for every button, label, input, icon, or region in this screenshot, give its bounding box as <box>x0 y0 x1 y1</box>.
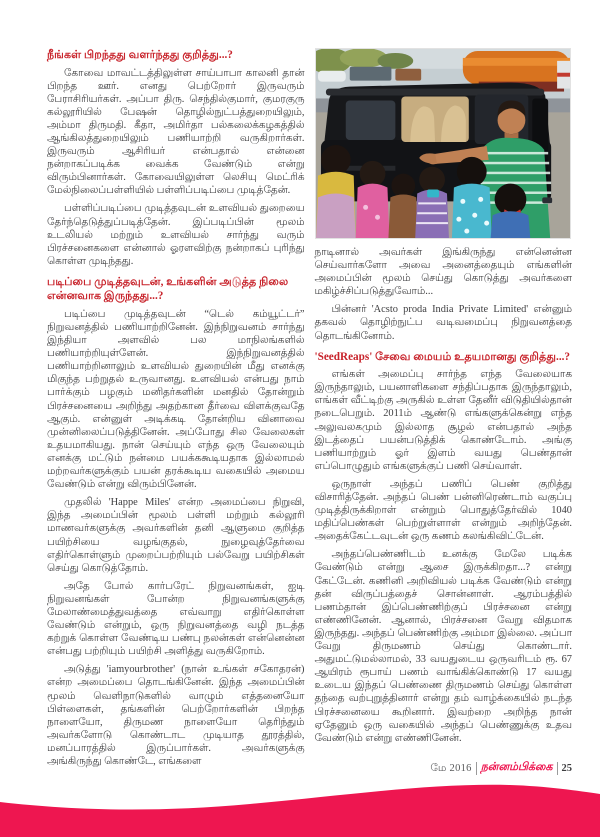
bottom-wave-band <box>0 775 600 837</box>
paragraph: கோவை மாவட்டத்திலுள்ள சாய்பாபா காலனி தான் பிறந்த ஊர். எனது பெற்றோர் இருவரும் பேராசிரியர்கள். அப்பா திரு. செந்தில்குமார், குமரகுரு கல்லூரியில் பேஷன் தொழில்நுட்பத்துறையிலும், அம்மா திருமதி. கீதா, அமிர்தா பல்கலைக்கழகத்தில் ஆங்கிலத்துறையிலும் பணியாற்றி வருகிறார்கள். இருவரும் ஆசிரியர் என்பதால் என்னை நன்றாகப்படிக்க வைக்க வேண்டும் என்று விரும்பினார்கள். கோவையிலுள்ள லெசியு மெட்ரிக் மேல்நிலைப்பள்ளியில் பள்ளிப்படிப்பை முடித்தேன். <box>47 67 305 197</box>
paragraph: முதலில் 'Happe Miles' என்ற அமைப்பை நிறுவி, இந்த அமைப்பின் மூலம் பள்ளி மற்றும் கல்லூரி மாணவர்களுக்கு அவர்களின் தனி ஆளுமை குறித்த பயிற்சியை வழங்குதல், நுழைவுத்தேர்வை எதிர்கொள்ளும் முறைப்பற்றியும் பல்வேறு பயிற்சிகள் செய்து கொடுத்தோம். <box>47 497 305 574</box>
paragraph: ஒருநாள் அந்தப் பணிப் பெண் குறித்து விசாரித்தேன். அந்தப் பெண் பன்னிரெண்டாம் வகுப்பு முடித்திருக்கிறாள் என்றும் பொதுத்தேர்வில் 1040 மதிப்பெண்கள் பெற்றுள்ளாள் என்றும் அறிந்தேன். அதைக்கேட்டவுடன் ஒரு கணம் கலங்கிவிட்டேன். <box>314 478 572 543</box>
question-heading-3: 'SeedReaps' சேவை மையம் உதயமானது குறித்து...? <box>314 350 571 363</box>
footer-divider <box>557 762 558 775</box>
issue-date: மே 2016 <box>430 762 472 774</box>
magazine-name: நன்னம்பிக்கை <box>480 761 553 773</box>
page-number: 25 <box>561 762 572 774</box>
paragraph: நாடினால் அவர்கள் இங்கிருந்து என்னென்ன செய்வார்களோ அவை அனைத்தையும் எங்களின் அமைப்பின் மூலம் செய்து கொடுத்து அவர்களை மகிழ்ச்சிப்படுத்துவோம்... <box>314 247 572 298</box>
paragraph: பள்ளிப்படிப்பை முடித்தவுடன் உளவியல் துறையை தேர்ந்தெடுத்துப்படித்தேன். இப்படிப்பின் மூலம் உடலியல் மற்றும் உளவியல் சார்ந்து வரும் பிரச்சனைகளை என்னால் ஓரளவிற்கு நன்றாகப் புரிந்து கொள்ள முடிந்தது. <box>47 203 305 267</box>
left-column <box>47 46 305 773</box>
question-heading-1: நீங்கள் பிறந்தது வளர்ந்தது குறித்து...? <box>47 49 233 61</box>
page-footer <box>430 761 572 775</box>
paragraph: படிப்பை முடித்தவுடன் “டெல் கம்யூட்டர்” நிறுவனத்தில் பணியாற்றினேன். இந்நிறுவனம் சார்ந்து இந்தியா அளவில் பல மாநிலங்களில் பணியாற்றியுள்ளேன். இந்நிறுவனத்தில் பணியாற்றினாலும் உளவியல் துறையின் மீது எனக்கு மிகுந்த பற்றுதல் உருவானது. உளவியல் என்பது நாம் பார்க்கும் பழகும் மனிதர்களின் மனதில் தோன்றும் பிரச்சனையை அறிந்து அதற்கான தீர்வை விளக்குவதே ஆகும். என்னுள் அடிக்கடி தோன்றிய வினாவை முன்னிலைப்படுத்தினேன். அப்போது சில வேலைகள் உதயமாகியது. நான் செய்யும் எந்த ஒரு வேலையும் எனக்கு மட்டும் நன்மை பயக்ககூடியதாக இல்லாமல் மற்றவர்களுக்கும் பயன் தரக்கூடிய வகையில் அமைய வேண்டும் என்று விரும்பினேன். <box>47 308 305 491</box>
article-body <box>47 46 572 773</box>
paragraph: எங்கள் அமைப்பு சார்ந்த எந்த வேலையாக இருந்தாலும், பயனாளிகளை சந்திப்பதாக இருந்தாலும், எங்கள் வீட்டிற்கு அருகில் உள்ள தேனீர் விடுதியில்தான் நடைபெறும். 2011ம் ஆண்டு எங்களுக்கென்று எந்த அலுவலகமும் இல்லாத சூழல் என்பதால் அந்த இடத்தைப் பயன்படுத்திக் கொண்டோம். அங்கு பணியாற்றும் ஓர் இளம் வயது பெண்தான் எப்பொழுதும் எங்களுக்குப் பணி செய்வாள். <box>314 369 572 472</box>
question-heading-2: படிப்பை முடித்தவுடன், உங்களின் அடுத்த நிலை என்னவாக இருந்தது...? <box>47 275 289 303</box>
footer-divider <box>476 762 477 775</box>
paragraph: பின்னர் 'Acsto proda India Private Limited' என்னும் தகவல் தொழிற்நுட்ப வடிவமைப்பு நிறுவனத்தை தொடங்கினோம். <box>314 304 572 342</box>
paragraph: அடுத்து 'iamyourbrother' (நான் உங்கள் சகோதரன்) என்ற அமைப்பை தொடங்கினேன். இந்த அமைப்பின் மூலம் வெளிநாடுகளில் வாழும் எத்தனையோ பிள்ளைகள், தங்களின் பெற்றோர்களின் பிறந்த நாளையோ, திருமண நாளையோ தெரிந்தும் அவர்களோடு கொண்டாட முடியாத தூரத்தில், மனப்பாரத்தில் இருப்பார்கள். அவர்களுக்கு அங்கிருந்து கொண்டே, எங்களை <box>47 664 305 767</box>
paragraph: அதே போல் கார்பரேட் நிறுவனங்கள், ஐடி நிறுவனங்கள் போன்ற நிறுவனங்களுக்கு மேலாண்மைத்துவத்தை எவ்வாறு எதிர்கொள்ள வேண்டும் என்றும், ஒரு நிறுவனத்தை வழி நடத்த கற்றுக் கொள்ள வேண்டிய பண்பு நலன்கள் என்னென்ன என்பது பற்றியும் பயிற்சி அளித்து வருகிறோம். <box>47 580 305 658</box>
article-photo <box>315 48 571 239</box>
paragraph: அந்தப்பெண்ணிடம் உனக்கு மேலே படிக்க வேண்டும் என்று ஆசை இருக்கிறதா...? என்று கேட்டேன். கணினி அறிவியல் படிக்க வேண்டும் என்று தன் விருப்பத்தைச் சொன்னாள். ஆரம்பத்தில் பணம்தான் இப்பெண்ணிற்குப் பிரச்சனை என்று எண்ணினேன். ஆனால், பிரச்சனை வேறு விதமாக இருந்தது. அந்தப் பெண்ணிற்கு அம்மா இல்லை. அப்பா வேறு திருமணம் செய்து கொண்டார். அதுமட்டுமல்லாமல், 33 வயதுடைய ஒருவரிடம் ரூ. 67 ஆயிரம் ரூபாய் பணம் வாங்கிக்கொண்டு 17 வயது உடைய இந்தப் பெண்ணை திருமணம் செய்து கொள்ள தந்தை வற்புறுத்தினார் என்று தம் வாழ்க்கையில் நடந்த பிரச்சனையை கூறினார். இவற்றை அறிந்த நான் ஏதேனும் ஒரு வகையில் அந்தப் பெண்ணுக்கு உதவ வேண்டும் என்று எண்ணினேன். <box>314 549 572 744</box>
photo-illustration <box>316 49 570 238</box>
right-column <box>315 46 573 773</box>
